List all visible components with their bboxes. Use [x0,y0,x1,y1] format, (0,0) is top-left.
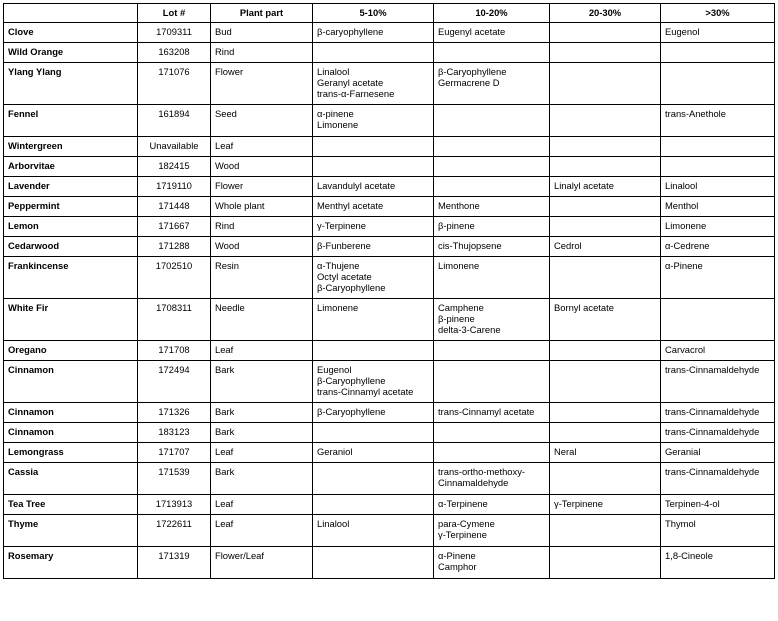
range-20-30-cell [550,63,661,105]
compound-label: Thymol [665,518,696,529]
range-10-20-cell [434,237,550,257]
oil-name-cell: Cinnamon [4,403,138,423]
range-10-20-cell [434,43,550,63]
compound-label: Limonene [317,119,359,130]
table-row [4,257,775,299]
range-10-20-cell [434,137,550,157]
range-20-30-cell [550,105,661,137]
oil-name-cell: Oregano [4,341,138,361]
lot-number-cell: 1722611 [138,515,211,547]
compound-label: γ-Terpinene [317,220,366,231]
lot-number-cell: 1713913 [138,495,211,515]
compound-label: Geraniol [317,446,353,457]
table-row [4,197,775,217]
table-row [4,403,775,423]
compound-label: delta-3-Carene [438,324,501,335]
range-5-10-cell [313,257,434,299]
lot-number-cell: 171667 [138,217,211,237]
range-over-30-cell [661,217,775,237]
range-over-30-cell [661,43,775,63]
compound-label: Germacrene D [438,77,500,88]
range-10-20-cell [434,341,550,361]
range-10-20-cell [434,547,550,579]
range-over-30-cell [661,361,775,403]
range-10-20-cell [434,423,550,443]
plant-part-cell: Flower [211,177,313,197]
header-10-20: 10-20% [434,4,550,23]
oil-composition-table [3,3,775,579]
range-10-20-cell [434,105,550,137]
table-row [4,43,775,63]
compound-label: α-Terpinene [438,498,488,509]
range-over-30-cell [661,443,775,463]
oil-name-cell: Cassia [4,463,138,495]
range-10-20-cell [434,443,550,463]
range-over-30-cell [661,197,775,217]
range-20-30-cell [550,495,661,515]
oil-name-cell: Clove [4,23,138,43]
range-10-20-cell [434,403,550,423]
plant-part-cell: Bark [211,463,313,495]
compound-label: Eugenol [317,364,352,375]
compound-label: trans-Cinnamyl acetate [438,406,535,417]
plant-part-cell: Bark [211,423,313,443]
header-20-30: 20-30% [550,4,661,23]
compound-label: β-Funberene [317,240,371,251]
range-5-10-cell [313,299,434,341]
oil-name-cell: Fennel [4,105,138,137]
table-row [4,137,775,157]
range-5-10-cell [313,495,434,515]
range-over-30-cell [661,515,775,547]
compound-label: γ-Terpinene [438,529,487,540]
range-20-30-cell [550,403,661,423]
plant-part-cell: Wood [211,237,313,257]
oil-name-cell: Frankincense [4,257,138,299]
range-over-30-cell [661,299,775,341]
compound-label: β-caryophyllene [317,26,384,37]
compound-label: trans-Anethole [665,108,726,119]
compound-label: cis-Thujopsene [438,240,502,251]
compound-label: Menthyl acetate [317,200,384,211]
compound-label: Linalool [317,518,350,529]
table-body [4,23,775,579]
range-over-30-cell [661,137,775,157]
range-over-30-cell [661,463,775,495]
compound-label: Geranyl acetate [317,77,384,88]
compound-label: Limonene [438,260,480,271]
range-5-10-cell [313,217,434,237]
table-row [4,23,775,43]
range-over-30-cell [661,237,775,257]
range-20-30-cell [550,515,661,547]
header-over-30: >30% [661,4,775,23]
plant-part-cell: Rind [211,217,313,237]
compound-label: β-pinene [438,220,475,231]
range-5-10-cell [313,515,434,547]
compound-label: γ-Terpinene [554,498,603,509]
oil-name-cell: Wintergreen [4,137,138,157]
table-row [4,105,775,137]
range-20-30-cell [550,217,661,237]
range-20-30-cell [550,463,661,495]
range-10-20-cell [434,361,550,403]
range-over-30-cell [661,403,775,423]
compound-label: Limonene [317,302,359,313]
range-20-30-cell [550,341,661,361]
plant-part-cell: Wood [211,157,313,177]
lot-number-cell: 171326 [138,403,211,423]
compound-label: Linalool [317,66,350,77]
oil-name-cell: Cinnamon [4,423,138,443]
plant-part-cell: Leaf [211,515,313,547]
range-10-20-cell [434,197,550,217]
table-row [4,217,775,237]
plant-part-cell: Leaf [211,137,313,157]
compound-label: β-Caryophyllene [317,282,386,293]
compound-label: Eugenyl acetate [438,26,506,37]
range-10-20-cell [434,299,550,341]
lot-number-cell: 171076 [138,63,211,105]
range-20-30-cell [550,257,661,299]
compound-label: Lavandulyl acetate [317,180,396,191]
lot-number-cell: 171319 [138,547,211,579]
range-10-20-cell [434,257,550,299]
table-row [4,177,775,197]
lot-number-cell: 171707 [138,443,211,463]
range-5-10-cell [313,423,434,443]
range-20-30-cell [550,43,661,63]
lot-number-cell: 183123 [138,423,211,443]
range-5-10-cell [313,63,434,105]
table-row [4,361,775,403]
plant-part-cell: Flower/Leaf [211,547,313,579]
compound-label: β-Caryophyllene [317,375,386,386]
compound-label: β-Caryophyllene [317,406,386,417]
plant-part-cell: Flower [211,63,313,105]
table-row [4,423,775,443]
range-20-30-cell [550,547,661,579]
compound-label: Linalyl acetate [554,180,614,191]
table-row [4,299,775,341]
range-10-20-cell [434,63,550,105]
lot-number-cell: 171539 [138,463,211,495]
oil-name-cell: Tea Tree [4,495,138,515]
compound-label: α-Thujene [317,260,360,271]
compound-label: trans-α-Farnesene [317,88,395,99]
range-5-10-cell [313,197,434,217]
compound-label: Bornyl acetate [554,302,614,313]
range-over-30-cell [661,495,775,515]
compound-label: trans-Cinnamaldehyde [665,466,760,477]
compound-label: β-Caryophyllene [438,66,507,77]
range-20-30-cell [550,361,661,403]
table-row [4,495,775,515]
oil-name-cell: Lemongrass [4,443,138,463]
lot-number-cell: 1702510 [138,257,211,299]
oil-name-cell: Ylang Ylang [4,63,138,105]
range-over-30-cell [661,63,775,105]
range-5-10-cell [313,157,434,177]
plant-part-cell: Needle [211,299,313,341]
range-over-30-cell [661,157,775,177]
lot-number-cell: 172494 [138,361,211,403]
compound-label: trans-Cinnamaldehyde [665,364,760,375]
range-over-30-cell [661,105,775,137]
oil-name-cell: Peppermint [4,197,138,217]
range-20-30-cell [550,197,661,217]
lot-number-cell: 161894 [138,105,211,137]
oil-name-cell: Cedarwood [4,237,138,257]
range-5-10-cell [313,23,434,43]
range-20-30-cell [550,157,661,177]
lot-number-cell: 1709311 [138,23,211,43]
oil-composition-table-wrapper [3,3,775,579]
range-over-30-cell [661,257,775,299]
compound-label: Terpinen-4-ol [665,498,720,509]
range-5-10-cell [313,177,434,197]
lot-number-cell: 182415 [138,157,211,177]
compound-label: Camphor [438,561,477,572]
plant-part-cell: Bark [211,361,313,403]
compound-label: Cinnamaldehyde [438,477,509,488]
range-20-30-cell [550,177,661,197]
range-10-20-cell [434,23,550,43]
lot-number-cell: 163208 [138,43,211,63]
range-over-30-cell [661,177,775,197]
compound-label: Neral [554,446,577,457]
oil-name-cell: Lemon [4,217,138,237]
range-5-10-cell [313,341,434,361]
table-row [4,237,775,257]
compound-label: trans-Cinnamyl acetate [317,386,414,397]
lot-number-cell: 171448 [138,197,211,217]
compound-label: β-pinene [438,313,475,324]
table-row [4,63,775,105]
range-5-10-cell [313,443,434,463]
range-over-30-cell [661,547,775,579]
plant-part-cell: Seed [211,105,313,137]
range-10-20-cell [434,463,550,495]
range-20-30-cell [550,423,661,443]
table-row [4,341,775,361]
table-row [4,463,775,495]
range-20-30-cell [550,23,661,43]
range-10-20-cell [434,515,550,547]
range-5-10-cell [313,105,434,137]
compound-label: α-Cedrene [665,240,710,251]
range-20-30-cell [550,299,661,341]
range-10-20-cell [434,177,550,197]
plant-part-cell: Resin [211,257,313,299]
range-over-30-cell [661,341,775,361]
lot-number-cell: 1708311 [138,299,211,341]
compound-label: trans-ortho-methoxy- [438,466,526,477]
range-10-20-cell [434,157,550,177]
compound-label: α-pinene [317,108,354,119]
table-row [4,515,775,547]
table-row [4,157,775,177]
table-row [4,547,775,579]
range-over-30-cell [661,23,775,43]
compound-label: Linalool [665,180,698,191]
oil-name-cell: Rosemary [4,547,138,579]
plant-part-cell: Leaf [211,495,313,515]
compound-label: Menthol [665,200,699,211]
compound-label: Carvacrol [665,344,706,355]
range-5-10-cell [313,403,434,423]
compound-label: Octyl acetate [317,271,372,282]
plant-part-cell: Rind [211,43,313,63]
header-oil [4,4,138,23]
compound-label: para-Cymene [438,518,495,529]
lot-number-cell: 171288 [138,237,211,257]
range-5-10-cell [313,463,434,495]
range-20-30-cell [550,443,661,463]
header-row [4,4,775,23]
lot-number-cell: Unavailable [138,137,211,157]
range-5-10-cell [313,43,434,63]
plant-part-cell: Whole plant [211,197,313,217]
plant-part-cell: Bark [211,403,313,423]
compound-label: Camphene [438,302,484,313]
compound-label: Limonene [665,220,707,231]
range-5-10-cell [313,137,434,157]
compound-label: Eugenol [665,26,700,37]
lot-number-cell: 171708 [138,341,211,361]
oil-name-cell: Lavender [4,177,138,197]
plant-part-cell: Bud [211,23,313,43]
range-20-30-cell [550,237,661,257]
compound-label: 1,8-Cineole [665,550,713,561]
compound-label: Cedrol [554,240,582,251]
plant-part-cell: Leaf [211,443,313,463]
range-5-10-cell [313,361,434,403]
compound-label: trans-Cinnamaldehyde [665,426,760,437]
header-lot: Lot # [138,4,211,23]
range-over-30-cell [661,423,775,443]
compound-label: α-Pinene [438,550,476,561]
oil-name-cell: White Fir [4,299,138,341]
header-plant-part: Plant part [211,4,313,23]
range-10-20-cell [434,495,550,515]
compound-label: Geranial [665,446,701,457]
plant-part-cell: Leaf [211,341,313,361]
range-5-10-cell [313,237,434,257]
compound-label: trans-Cinnamaldehyde [665,406,760,417]
range-5-10-cell [313,547,434,579]
range-20-30-cell [550,137,661,157]
compound-label: α-Pinene [665,260,703,271]
lot-number-cell: 1719110 [138,177,211,197]
oil-name-cell: Wild Orange [4,43,138,63]
oil-name-cell: Cinnamon [4,361,138,403]
oil-name-cell: Thyme [4,515,138,547]
header-5-10: 5-10% [313,4,434,23]
compound-label: Menthone [438,200,480,211]
oil-name-cell: Arborvitae [4,157,138,177]
table-row [4,443,775,463]
range-10-20-cell [434,217,550,237]
